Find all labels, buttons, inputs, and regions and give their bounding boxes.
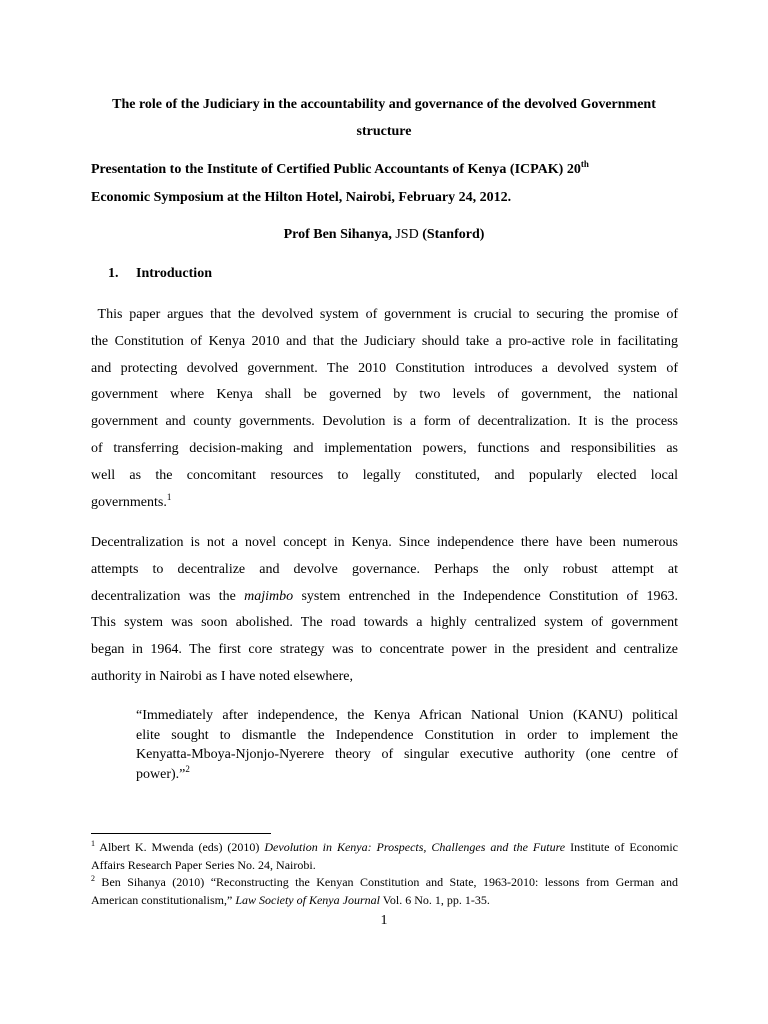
page-number: 1	[380, 913, 388, 928]
ordinal-suffix: th	[580, 159, 589, 169]
footnote-1-line-1	[91, 839, 678, 857]
block-quote	[136, 706, 678, 784]
paragraph-1-line: of transferring decision-making and implementation powers, functions and responsibilities as	[91, 440, 678, 456]
footnote-1-line-2: Affairs Research Paper Series No. 24, Nairobi.	[91, 857, 316, 872]
quote-line: Kenyatta-Mboya-Njonjo-Nyerere theory of singular executive authority (one centre of	[136, 747, 678, 763]
presentation-subtitle	[91, 156, 681, 212]
document-title	[90, 91, 678, 145]
footnote-2	[91, 874, 678, 909]
paragraph-2-line-3	[91, 584, 678, 611]
quote-line: “Immediately after independence, the Kenya African National Union (KANU) political	[136, 708, 678, 723]
paragraph-2-text: system entrenched in the Independence Constitution of 1963.	[293, 588, 678, 604]
section-number: 1.	[108, 266, 119, 281]
quote-line: elite sought to dismantle the Independence Constitution in order to implement the	[136, 727, 678, 743]
section-title: Introduction	[136, 266, 212, 281]
presentation-line-1-text: Presentation to the Institute of Certified Public Accountants of Kenya (ICPAK) 20	[91, 162, 581, 177]
footnote-2-journal-title: Law Society of Kenya Journal	[235, 892, 380, 907]
footnote-2-mark: 2	[91, 874, 95, 883]
paragraph-1-line: the Constitution of Kenya 2010 and that the Judiciary should take a pro-active role in facilitating	[91, 333, 678, 349]
paragraph-2-line: This system was soon abolished. The road towards a highly centralized system of government	[91, 615, 678, 631]
author-school: (Stanford)	[422, 227, 485, 242]
paragraph-2	[91, 530, 678, 691]
paragraph-2-line: authority in Nairobi as I have noted elsewhere,	[91, 668, 354, 684]
footnote-1-book-title: Devolution in Kenya: Prospects, Challenges and the Future	[264, 840, 566, 854]
paragraph-1-line: government and county governments. Devolution is a form of decentralization. It is the process	[91, 414, 678, 430]
quote-line: power).”	[136, 766, 186, 782]
author-line	[90, 225, 678, 245]
paragraph-1	[91, 302, 678, 516]
paragraph-1-line: and protecting devolved government. The 2010 Constitution introduces a devolved system of	[91, 360, 678, 376]
title-line-1: The role of the Judiciary in the accountability and governance of the devolved Government	[112, 97, 656, 112]
footnotes	[91, 839, 678, 909]
presentation-line-1	[91, 156, 681, 184]
footnote-2-line-2	[91, 892, 678, 910]
author-degree: JSD	[391, 227, 423, 242]
section-heading-introduction	[108, 264, 212, 284]
paragraph-2-text: decentralization was the	[91, 588, 245, 604]
footnote-separator	[91, 833, 271, 834]
paragraph-2-line: Decentralization is not a novel concept in Kenya. Since independence there have been numerous	[91, 535, 678, 550]
footnote-1-text: Albert K. Mwenda (eds) (2010)	[95, 840, 265, 854]
paragraph-2-line: attempts to decentralize and devolve governance. Perhaps the only robust attempt at	[91, 561, 678, 577]
title-line-2: structure	[356, 124, 412, 139]
footnote-ref-1[interactable]: 1	[166, 491, 172, 502]
majimbo-term: majimbo	[244, 588, 294, 604]
paragraph-1-line: well as the concomitant resources to legally constituted, and popularly elected local	[91, 467, 678, 483]
paragraph-1-last-line	[91, 490, 678, 517]
footnote-ref-2[interactable]: 2	[185, 763, 190, 774]
paragraph-2-line: began in 1964. The first core strategy was to concentrate power in the president and centralize	[91, 642, 678, 658]
paragraph-1-line: governments.	[91, 494, 167, 510]
footnote-2-text: American constitutionalism,”	[91, 892, 236, 907]
quote-last-line	[136, 765, 678, 785]
presentation-line-2: Economic Symposium at the Hilton Hotel, Nairobi, February 24, 2012.	[91, 190, 512, 205]
footnote-2-text: Ben Sihanya (2010) “Reconstructing the Kenyan Constitution and State, 1963-2010: lessons from German and	[95, 875, 678, 889]
footnote-2-line-1	[91, 874, 678, 892]
footnote-2-text: Vol. 6 No. 1, pp. 1-35.	[379, 892, 490, 907]
paragraph-1-line: This paper argues that the devolved system of government is crucial to securing the promise of	[91, 307, 678, 322]
paragraph-1-line: government where Kenya shall be governed by two levels of government, the national	[91, 387, 678, 403]
footnote-1	[91, 839, 678, 874]
footnote-1-text: Institute of Economic	[565, 840, 678, 854]
footnote-1-mark: 1	[91, 839, 95, 848]
author-name: Prof Ben Sihanya,	[283, 227, 392, 242]
